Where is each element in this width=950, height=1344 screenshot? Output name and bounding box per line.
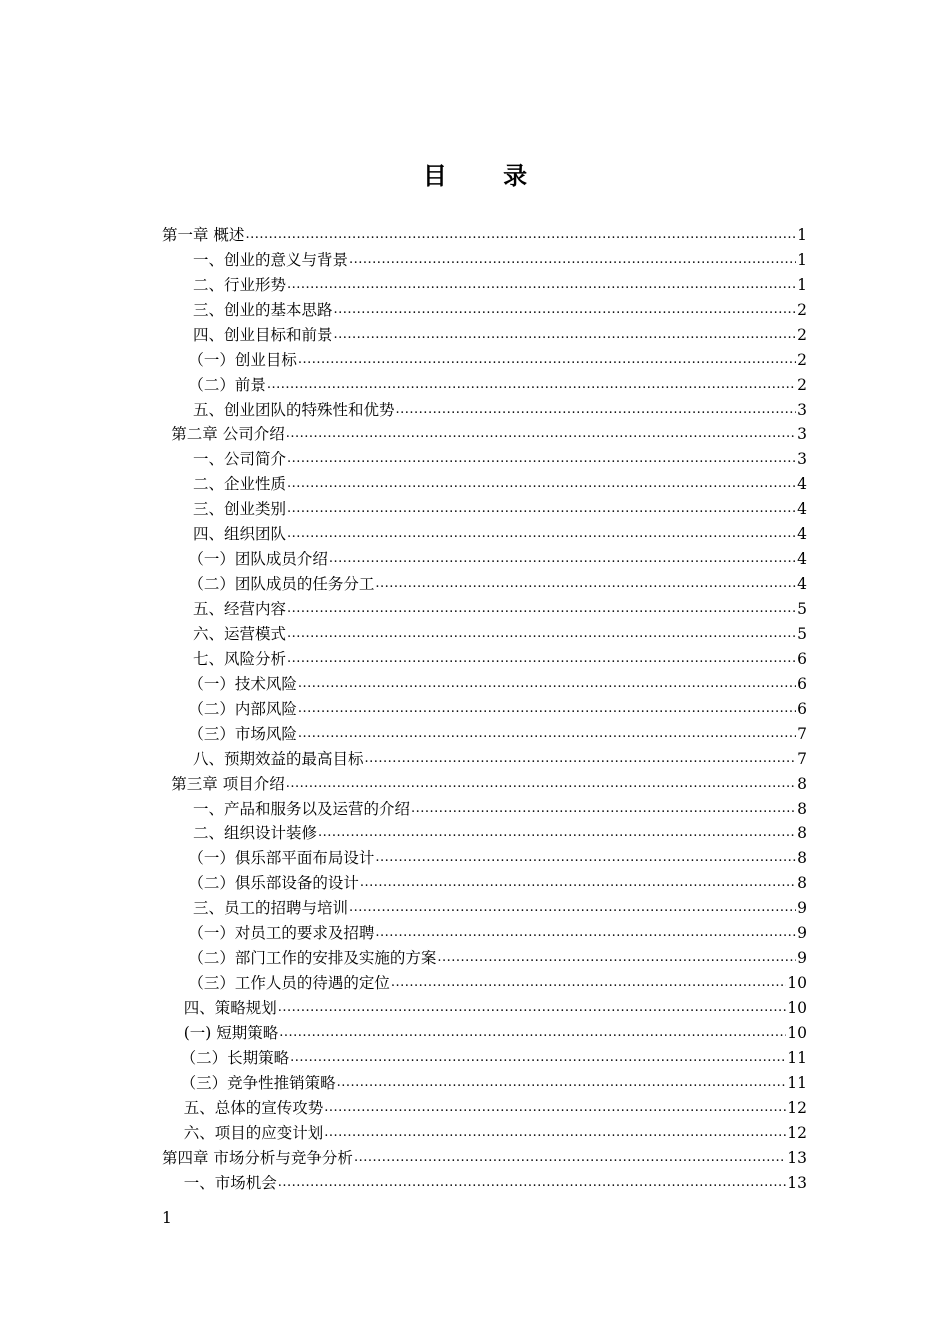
toc-entry-page: 8	[797, 874, 807, 893]
toc-entry-page: 10	[787, 999, 807, 1018]
toc-entry[interactable]	[162, 772, 807, 797]
toc-entry-label: 三、员工的招聘与培训	[193, 899, 349, 918]
toc-entry-label: 八、预期效益的最高目标	[193, 749, 364, 768]
toc-list	[162, 223, 807, 1196]
toc-entry[interactable]	[162, 722, 807, 747]
toc-entry[interactable]	[162, 522, 807, 547]
toc-entry-label: 一、产品和服务以及运营的介绍	[193, 799, 411, 818]
toc-leader-dots	[245, 225, 796, 245]
toc-entry-page: 2	[797, 325, 807, 344]
toc-entry-label: 六、项目的应变计划	[183, 1123, 324, 1142]
toc-entry-page: 3	[797, 425, 807, 444]
toc-entry-label: 第一章 概述	[162, 225, 245, 244]
toc-entry[interactable]	[162, 697, 807, 722]
toc-entry-label: （一）技术风险	[188, 674, 297, 693]
toc-leader-dots	[329, 549, 796, 569]
toc-leader-dots	[279, 1023, 786, 1043]
toc-entry[interactable]	[162, 323, 807, 348]
toc-leader-dots	[349, 898, 796, 918]
toc-entry[interactable]	[162, 996, 807, 1021]
toc-leader-dots	[349, 250, 796, 270]
toc-leader-dots	[278, 1173, 787, 1193]
toc-entry-page: 4	[797, 525, 807, 544]
toc-entry-label: 六、运营模式	[193, 624, 287, 643]
toc-entry[interactable]	[162, 373, 807, 398]
toc-entry-page: 11	[787, 1048, 807, 1067]
toc-entry-label: （二）内部风险	[188, 699, 297, 718]
toc-entry-label: 第二章 公司介绍	[171, 425, 285, 444]
toc-leader-dots	[287, 524, 796, 544]
toc-entry-label: 二、企业性质	[193, 475, 287, 494]
toc-entry[interactable]	[162, 1121, 807, 1146]
toc-entry[interactable]	[162, 1071, 807, 1096]
toc-entry-label: （二）前景	[188, 375, 266, 394]
toc-entry-page: 4	[797, 500, 807, 519]
toc-leader-dots	[375, 848, 796, 868]
toc-leader-dots	[286, 424, 796, 444]
toc-entry[interactable]	[162, 472, 807, 497]
toc-entry-label: 四、组织团队	[193, 525, 287, 544]
toc-entry[interactable]	[162, 971, 807, 996]
toc-entry-label: 三、创业类别	[193, 500, 287, 519]
toc-entry-page: 4	[797, 575, 807, 594]
toc-entry-label: （三）竞争性推销策略	[180, 1073, 336, 1092]
toc-entry-page: 5	[797, 624, 807, 643]
toc-entry[interactable]	[162, 423, 807, 448]
toc-leader-dots	[286, 774, 796, 794]
toc-entry[interactable]	[162, 672, 807, 697]
toc-leader-dots	[334, 300, 797, 320]
toc-entry-page: 8	[797, 774, 807, 793]
toc-leader-dots	[375, 574, 796, 594]
toc-entry-page: 2	[797, 350, 807, 369]
toc-entry-label: （二）团队成员的任务分工	[188, 575, 375, 594]
toc-entry[interactable]	[162, 647, 807, 672]
toc-entry-label: （一）团队成员介绍	[188, 550, 328, 569]
toc-entry-label: 五、经营内容	[193, 600, 287, 619]
toc-entry-page: 4	[797, 475, 807, 494]
toc-leader-dots	[287, 624, 796, 644]
toc-entry[interactable]	[162, 1171, 807, 1196]
toc-entry[interactable]	[162, 622, 807, 647]
toc-title: 目 录	[422, 161, 552, 190]
toc-leader-dots	[298, 674, 796, 694]
toc-entry-label: （一）对员工的要求及招聘	[188, 924, 375, 943]
toc-entry-page: 10	[787, 974, 807, 993]
toc-leader-dots	[287, 275, 796, 295]
toc-entry[interactable]	[162, 447, 807, 472]
toc-leader-dots	[290, 1048, 786, 1068]
toc-entry-label: 第三章 项目介绍	[171, 774, 285, 793]
toc-entry-page: 7	[797, 724, 807, 743]
toc-leader-dots	[287, 649, 796, 669]
toc-entry-page: 6	[797, 674, 807, 693]
toc-entry-label: （二）部门工作的安排及实施的方案	[188, 949, 437, 968]
toc-entry-label: 五、创业团队的特殊性和优势	[193, 400, 395, 419]
toc-entry-label: （三）工作人员的待遇的定位	[188, 974, 390, 993]
toc-entry[interactable]	[162, 797, 807, 822]
toc-entry[interactable]	[162, 497, 807, 522]
toc-entry-page: 7	[797, 749, 807, 768]
toc-leader-dots	[278, 998, 787, 1018]
toc-entry-page: 1	[797, 250, 807, 269]
toc-entry-label: 五、总体的宣传攻势	[183, 1098, 324, 1117]
toc-entry[interactable]	[162, 248, 807, 273]
toc-entry-page: 3	[797, 450, 807, 469]
toc-entry[interactable]	[162, 1021, 807, 1046]
toc-entry-page: 13	[787, 1148, 807, 1167]
toc-entry-page: 11	[787, 1073, 807, 1092]
toc-entry-page: 9	[797, 899, 807, 918]
toc-entry-page: 8	[797, 799, 807, 818]
toc-entry-page: 9	[797, 949, 807, 968]
toc-entry-page: 4	[797, 550, 807, 569]
toc-leader-dots	[365, 749, 797, 769]
toc-entry-page: 2	[797, 300, 807, 319]
toc-entry[interactable]	[162, 223, 807, 248]
toc-entry[interactable]	[162, 398, 807, 423]
toc-entry-label: 一、创业的意义与背景	[193, 250, 349, 269]
toc-entry-label: （一）创业目标	[188, 350, 297, 369]
toc-leader-dots	[267, 375, 796, 395]
toc-entry-page: 12	[787, 1123, 807, 1142]
toc-leader-dots	[391, 973, 786, 993]
toc-leader-dots	[411, 799, 796, 819]
toc-entry-page: 6	[797, 649, 807, 668]
toc-entry[interactable]	[162, 946, 807, 971]
toc-entry-page: 2	[797, 375, 807, 394]
toc-leader-dots	[324, 1098, 786, 1118]
toc-entry-label: (一) 短期策略	[183, 1023, 279, 1042]
toc-leader-dots	[375, 923, 796, 943]
toc-entry-label: 二、组织设计装修	[193, 824, 318, 843]
toc-entry[interactable]	[162, 846, 807, 871]
toc-entry[interactable]	[162, 1046, 807, 1071]
toc-entry-page: 5	[797, 600, 807, 619]
toc-entry[interactable]	[162, 747, 807, 772]
toc-entry[interactable]	[162, 597, 807, 622]
toc-entry-page: 8	[797, 824, 807, 843]
toc-entry-label: （二）俱乐部设备的设计	[188, 874, 359, 893]
toc-leader-dots	[334, 325, 797, 345]
toc-leader-dots	[360, 873, 796, 893]
toc-entry-label: 四、策略规划	[183, 999, 277, 1018]
toc-entry-label: 二、行业形势	[193, 275, 287, 294]
toc-entry-page: 10	[787, 1023, 807, 1042]
toc-leader-dots	[354, 1148, 786, 1168]
toc-entry[interactable]	[162, 547, 807, 572]
toc-entry-page: 6	[797, 699, 807, 718]
toc-leader-dots	[287, 599, 796, 619]
toc-entry-label: 七、风险分析	[193, 649, 287, 668]
toc-leader-dots	[287, 499, 796, 519]
toc-leader-dots	[287, 474, 796, 494]
toc-entry-page: 9	[797, 924, 807, 943]
toc-leader-dots	[324, 1123, 786, 1143]
toc-entry[interactable]	[162, 896, 807, 921]
toc-entry-page: 13	[787, 1173, 807, 1192]
toc-entry-page: 1	[797, 275, 807, 294]
toc-entry-label: 三、创业的基本思路	[193, 300, 333, 319]
toc-entry-label: （三）市场风险	[188, 724, 297, 743]
toc-entry-page: 8	[797, 849, 807, 868]
toc-entry-page: 12	[787, 1098, 807, 1117]
toc-leader-dots	[437, 948, 796, 968]
toc-entry-label: （一）俱乐部平面布局设计	[188, 849, 375, 868]
toc-entry-page: 1	[797, 225, 807, 244]
toc-leader-dots	[298, 350, 796, 370]
toc-entry[interactable]	[162, 871, 807, 896]
toc-entry[interactable]	[162, 298, 807, 323]
toc-entry[interactable]	[162, 1146, 807, 1171]
toc-entry[interactable]	[162, 273, 807, 298]
toc-entry[interactable]	[162, 348, 807, 373]
toc-entry-page: 3	[797, 400, 807, 419]
toc-entry-label: 一、市场机会	[183, 1173, 277, 1192]
toc-leader-dots	[318, 823, 796, 843]
toc-entry[interactable]	[162, 572, 807, 597]
toc-leader-dots	[396, 400, 797, 420]
toc-entry-label: 一、公司简介	[193, 450, 287, 469]
toc-entry-label: （二）长期策略	[180, 1048, 290, 1067]
toc-entry-label: 四、创业目标和前景	[193, 325, 333, 344]
toc-leader-dots	[287, 449, 796, 469]
toc-entry[interactable]	[162, 1096, 807, 1121]
page-number: 1	[162, 1209, 172, 1227]
toc-leader-dots	[298, 724, 796, 744]
toc-leader-dots	[298, 699, 796, 719]
toc-entry[interactable]	[162, 921, 807, 946]
toc-entry[interactable]	[162, 822, 807, 847]
toc-entry-label: 第四章 市场分析与竞争分析	[162, 1148, 353, 1167]
toc-leader-dots	[337, 1073, 787, 1093]
